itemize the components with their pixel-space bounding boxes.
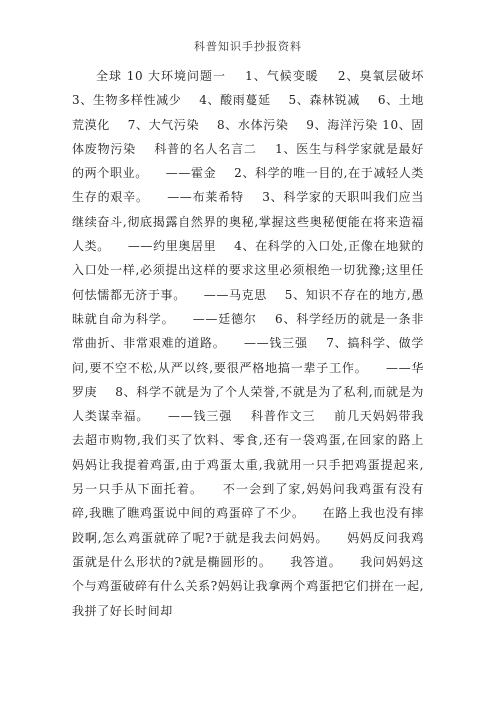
page-header: 科普知识手抄报资料 [194, 40, 302, 53]
body-paragraph: 全球 10 大环境问题一 1、气候变暖 2、臭氧层破坏 3、生物多样性减少 4、酸雨蔓延 5、森林锐减 6、土地荒漠化 7、大气污染 8、水体污染 9、海洋污染 10、固体废物污染 科普的名人名言二 1、医生与科学家就是最好的两个职业。 ——霍金 2、科学的唯一目的,在于减轻人类生存的艰辛。 ——布莱希特 3、科学家的天职叫我们应当继续奋斗,彻底揭露自然界的奥秘,掌握这些奥秘便能在将来造福人类。 ——约里奥居里 4、在科学的入口处,正像在地狱的入口处一样,必须提出这样的要求这里必须根绝一切犹豫;这里任何怯懦都无济于事。 ——马克思 5、知识不存在的地方,愚昧就自命为科学。 ——廷德尔 6、科学经历的就是一条非常曲折、非常艰难的道路。 ——钱三强 7、搞科学、做学问,要不空不松,从严以终,要很严格地搞一辈子工作。 ——华罗庚 8、科学不就是为了个人荣誉,不就是为了私利,而就是为人类谋幸福。 ——钱三强 科普作文三 前几天妈妈带我去超市购物,我们买了饮料、零食,还有一袋鸡蛋,在回家的路上妈妈让我提着鸡蛋,由于鸡蛋太重,我就用一只手把鸡蛋提起来,另一只手从下面托着。 不一会到了家,妈妈问我鸡蛋有没有碎,我瞧了瞧鸡蛋说中间的鸡蛋碎了不少。 在路上我也没有摔跤啊,怎么鸡蛋就碎了呢?于就是我去问妈妈。 妈妈反问我鸡蛋就是什么形状的?就是椭圆形的。 我答道。 我问妈妈这个与鸡蛋破碎有什么关系?妈妈让我拿两个鸡蛋把它们拼在一起,我拼了好长时间却 [72, 69, 429, 618]
